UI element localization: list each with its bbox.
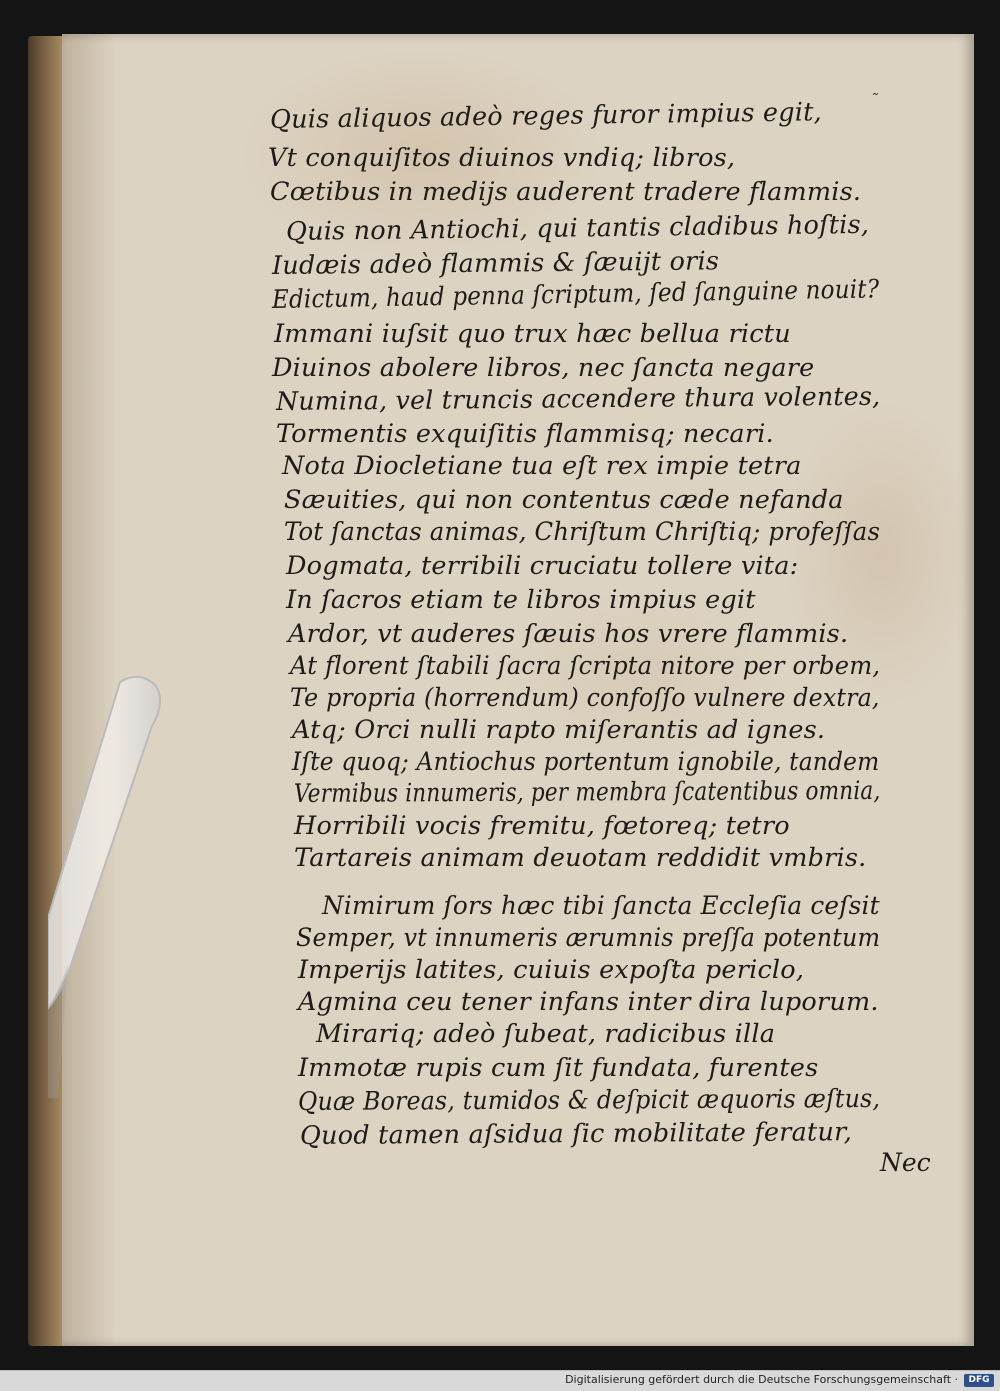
- verse-line: Iſte quoq; Antiochus portentum ignobile, tandem: [292, 747, 880, 777]
- verse-line: Quis aliquos adeò reges furor impius egit,: [269, 97, 823, 135]
- verse-line: Mirariq; adeò ſubeat, radicibus illa: [316, 1019, 776, 1049]
- verse-line: Tormentis exquiſitis flammisq; necari.: [276, 419, 774, 449]
- verse-line: Numina, vel truncis accendere thura volentes,: [275, 381, 881, 417]
- verse-line: Vermibus innumeris, per membra ſcatentibus omnia,: [293, 775, 881, 809]
- verse-line: Sæuities, qui non contentus cæde nefanda: [284, 485, 844, 515]
- verse-line: Edictum, haud penna ſcriptum, ſed ſanguine nouit?: [271, 274, 880, 315]
- verse-line: Nota Diocletiane tua eſt rex impie tetra: [282, 451, 802, 481]
- verse-line: Tartareis animam deuotam reddidit vmbris.: [294, 843, 867, 873]
- verse-line: Vt conquiſitos diuinos vndiq; libros,: [268, 143, 736, 173]
- verse-line: Quis non Antiochi, qui tantis cladibus hoſtis,: [285, 209, 870, 247]
- verse-line: Quæ Boreas, tumidos & deſpicit æquoris æſtus,: [297, 1083, 881, 1117]
- verse-line: Immotæ rupis cum ſit fundata, furentes: [298, 1053, 819, 1083]
- verse-line: Immani iuſsit quo trux hæc bellua rictu: [274, 319, 791, 349]
- verse-line: Tot ſanctas animas, Chriſtum Chriſtiq; profeſſas: [284, 517, 881, 547]
- verse-line: Atq; Orci nulli rapto miſerantis ad ignes.: [292, 715, 826, 745]
- verse-line: Horribili vocis fremitu, fœtoreq; tetro: [294, 811, 790, 841]
- verse-line: In ſacros etiam te libros impius egit: [286, 585, 756, 615]
- verse-line: Agmina ceu tener infans inter dira luporum.: [298, 987, 879, 1017]
- verse-line: Nimirum ſors hæc tibi ſancta Eccleſia ceſsit: [322, 891, 880, 921]
- corner-mark: ˜: [872, 92, 879, 108]
- verse-line: Te propria (horrendum) confoſſo vulnere dextra,: [290, 683, 880, 713]
- footer-bar: [0, 1370, 1000, 1391]
- verse-line: Cœtibus in medijs auderent tradere flammis.: [270, 177, 862, 207]
- verse-line: At florent ſtabili ſacra ſcripta nitore per orbem,: [290, 651, 881, 681]
- verse-line: Iudæis adeò flammis & ſæuijt oris: [271, 246, 720, 281]
- verse-line: Quod tamen aſsidua ſic mobilitate feratur,: [299, 1117, 853, 1151]
- verse-line: Dogmata, terribili cruciatu tollere vita:: [286, 551, 799, 581]
- catchword: Nec: [880, 1148, 931, 1177]
- verse-line: Semper, vt innumeris ærumnis preſſa potentum: [296, 923, 881, 953]
- verse-line: Imperijs latites, cuiuis expoſta periclo,: [298, 955, 805, 985]
- footer-credit: Digitalisierung gefördert durch die Deutsche Forschungsgemeinschaft ·: [565, 1373, 958, 1386]
- verse-line: Diuinos abolere libros, nec ſancta negare: [272, 353, 815, 383]
- dfg-logo: DFG: [964, 1374, 994, 1387]
- verse-line: Ardor, vt auderes ſæuis hos vrere flammis.: [288, 619, 849, 649]
